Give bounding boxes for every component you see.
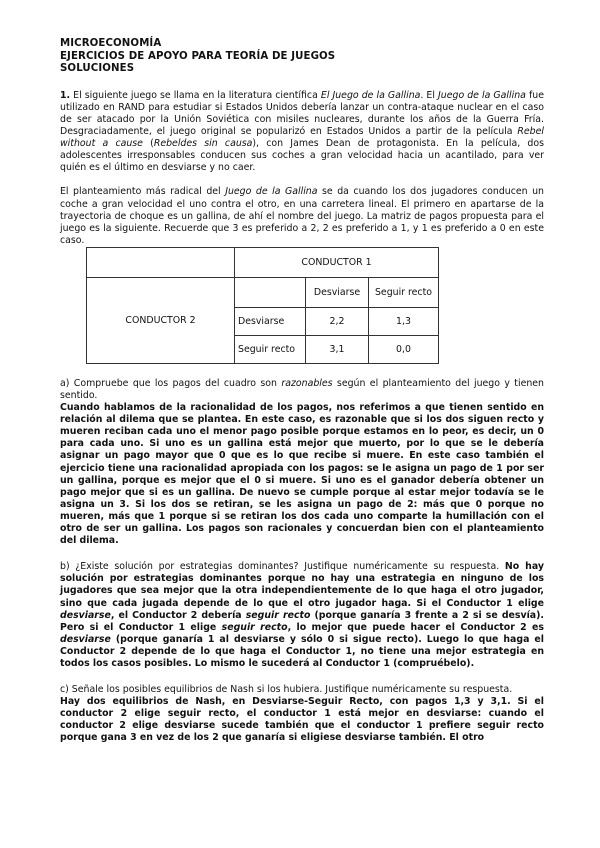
question-b-answer: b) ¿Existe solución por estrategias dominantes? Justifique numéricamente su respuesta. No hay solución por estrategias dominantes porque no hay una estrategia en ninguno de los jugadores que sea mejor que la otra independientemente de lo que haga el otro jugador, sino que cada jugada depende de lo que el otro jugador haga. Si el Conductor 1 elige desviarse, el Conductor 2 debería seguir recto (porque ganaría 3 frente a 2 si se desvía). Pero si el Conductor 1 elige seguir recto, lo mejor que puede hacer el Conductor 2 es desviarse (porque ganaría 1 al desviarse y sólo 0 si sigue recto). Luego lo que haga el Conductor 2 depende de lo que haga el Conductor 1, no tiene una mejor estrategia en todos los casos posibles. Lo mismo le sucederá al Conductor 1 (compruébelo).: [60, 561, 544, 669]
column-player-label: CONDUCTOR 1: [235, 247, 439, 277]
col-header-seguir-recto: Seguir recto: [369, 277, 439, 307]
row-header-seguir-recto: Seguir recto: [235, 335, 306, 363]
answer-c: Hay dos equilibrios de Nash, en Desviarse-Seguir Recto, con pagos 1,3 y 3,1. Si el conductor 2 elige seguir recto, el conductor 1 está mejor en desviarse: cuando el conductor 2 elige desviarse sucede también que el conductor 1 prefiere seguir recto porque gana 3 en vez de los 2 que ganaría si eligiese desviarse también. El otro: [60, 696, 544, 744]
answer-a: Cuando hablamos de la racionalidad de los pagos, nos referimos a que tienen sentido en relación al dilema que se plantea. En este caso, es razonable que si los dos siguen recto y mueren reciban cada uno el menor pago posible porque estamos en lo peor, es decir, un 0 para cada uno. Si uno es un gallina está mejor que muerto, por lo que se le debería asignar un pago mayor que 0 que es lo que recibe si muere. En este caso también el ejercicio tiene una racionalidad apropiada con los pagos: se le asigna un pago de 1 por ser un gallina, porque es mejor que el 0 si muere. Si uno es el ganador debería obtener un pago mejor que si es un gallina. De nuevo se cumple porque al estar mejor todavía se le asigna un 3. Si los dos se retiran, se les asigna un pago de 2: más que 0 porque no mueren, más que 1 porque si se retiran los dos cada uno comparte la humillación con el otro de ser un gallina. Los pagos son racionales y concuerdan bien con el planteamiento del dilema.: [60, 402, 544, 547]
course-title: MICROECONOMÍA: [60, 38, 162, 49]
intro-paragraph: 1. El siguiente juego se llama en la literatura científica El Juego de la Gallina. El Juego de la Gallina fue utilizado en RAND para estudiar si Estados Unidos debería lanzar un contra-ataque nuclear en el caso de ser atacado por la Unión Soviética con misiles nucleares, durante los años de la Guerra Fría. Desgraciadamente, el juego original se popularizó en Estados Unidos a partir de la película Rebel without a cause (Rebeldes sin causa), con James Dean de protagonista. En la película, dos adolescentes irresponsables conducen sus coches a gran velocidad hacia un acantilado, para ver quién es el último en desviarse y no caer.: [60, 89, 544, 174]
payoff-matrix: [86, 247, 439, 364]
document-page: [60, 38, 544, 745]
setup-paragraph: El planteamiento más radical del Juego de la Gallina se da cuando los dos jugadores conducen un coche a gran velocidad el uno contra el otro, en una carretera lineal. El primero en apartarse de la trayectoria de choque es un gallina, de ahí el nombre del juego. La matriz de pagos propuesta para el juego es la siguiente. Recuerde que 3 es preferido a 2, 2 es preferido a 1, y 1 es preferido a 0 en este caso.: [60, 186, 544, 246]
exercise-title: EJERCICIOS DE APOYO PARA TEORÍA DE JUEGOS: [60, 50, 336, 62]
question-a: a) Compruebe que los pagos del cuadro son razonables según el planteamiento del juego y tienen sentido.: [60, 377, 544, 401]
document-header: [60, 38, 544, 76]
payoff-cell: 1,3: [369, 307, 439, 335]
payoff-cell: 3,1: [306, 335, 369, 363]
payoff-cell: 0,0: [369, 335, 439, 363]
payoff-cell: 2,2: [306, 307, 369, 335]
solutions-title: SOLUCIONES: [60, 63, 135, 75]
row-player-label: CONDUCTOR 2: [87, 277, 235, 363]
row-header-desviarse: Desviarse: [235, 307, 306, 335]
question-c: c) Señale los posibles equilibrios de Nash si los hubiera. Justifique numéricamente su respuesta.: [60, 684, 513, 696]
col-header-desviarse: Desviarse: [306, 277, 369, 307]
